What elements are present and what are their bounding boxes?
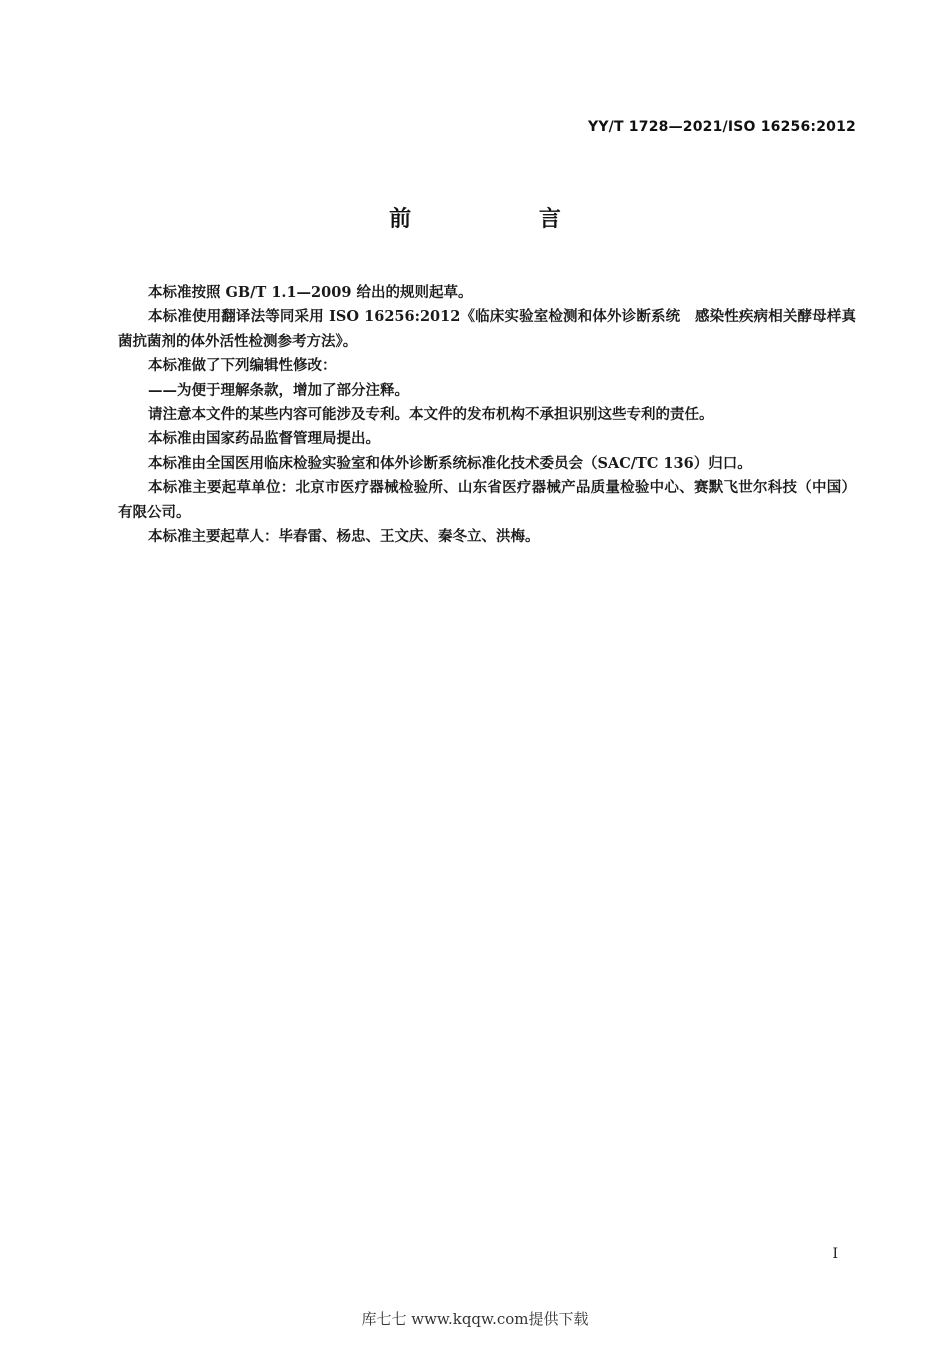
paragraph: 本标准按照 GB/T 1.1—2009 给出的规则起草。: [148, 284, 473, 301]
paragraph: 本标准由全国医用临床检验实验室和体外诊断系统标准化技术委员会（SAC/TC 136）归口。: [148, 454, 752, 472]
paragraph: 请注意本文件的某些内容可能涉及专利。本文件的发布机构不承担识别这些专利的责任。: [148, 406, 714, 424]
footer-watermark: 库七七 www.kqqw.com提供下载: [361, 1310, 589, 1328]
paragraph: 本标准做了下列编辑性修改：: [148, 357, 337, 375]
paragraph: 本标准使用翻译法等同采用 ISO 16256:2012《临床实验室检测和体外诊断系统 感染性疾病相关酵母样真菌抗菌剂的体外活性检测参考方法》。: [118, 308, 856, 350]
page-title: 前 言: [389, 207, 621, 232]
paragraph: 本标准由国家药品监督管理局提出。: [148, 430, 380, 448]
paragraph: 本标准主要起草人：毕春雷、杨忠、王文庆、秦冬立、洪梅。: [148, 528, 540, 546]
foreword-body: [118, 281, 856, 549]
document-code: YY/T 1728—2021/ISO 16256:2012: [588, 119, 856, 135]
page-number: I: [832, 1246, 838, 1262]
paragraph: 本标准主要起草单位：北京市医疗器械检验所、山东省医疗器械产品质量检验中心、赛默飞世尔科技（中国）有限公司。: [118, 479, 856, 521]
paragraph: ——为便于理解条款，增加了部分注释。: [148, 381, 409, 399]
